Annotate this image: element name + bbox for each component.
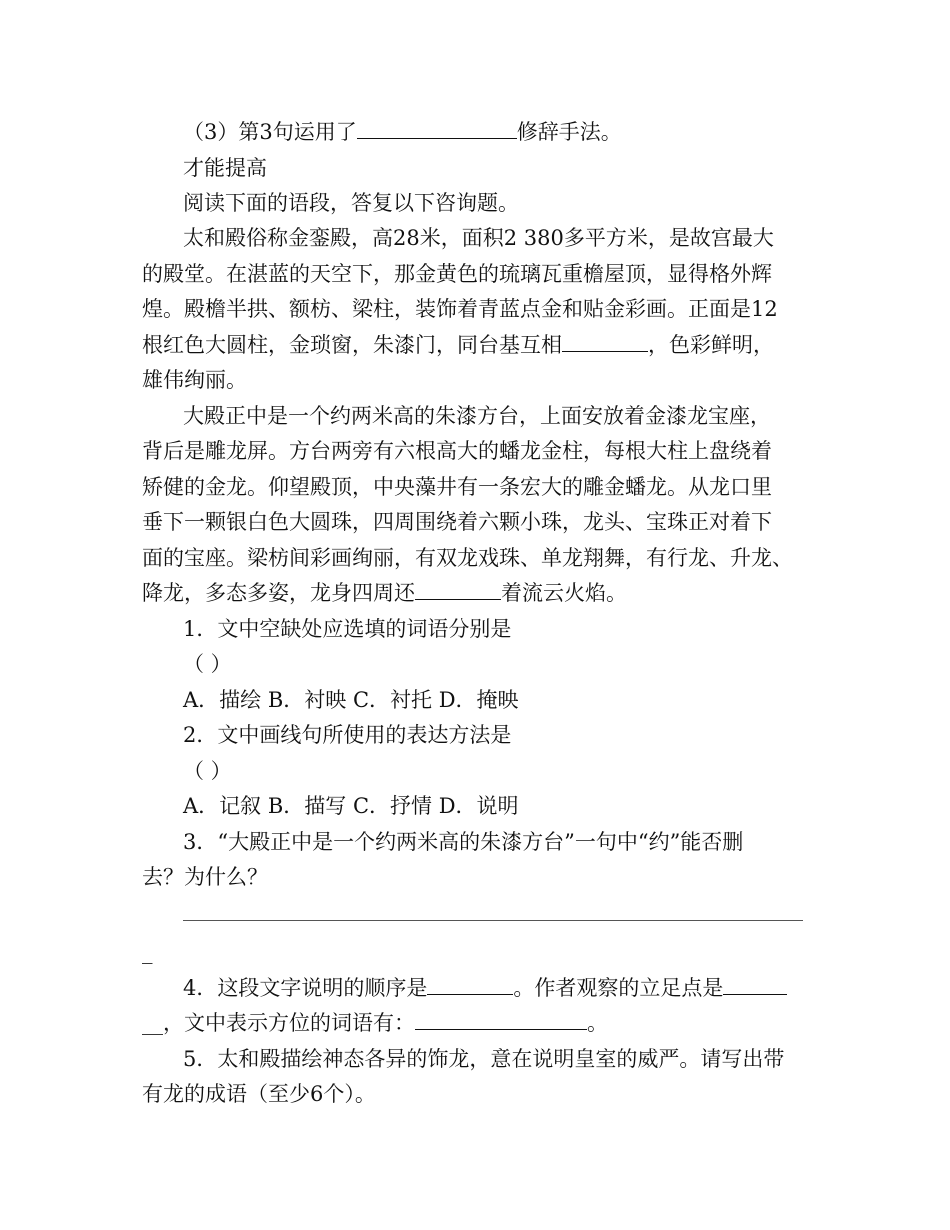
para2-line2: 背后是雕龙屏。方台两旁有六根高大的蟠龙金柱，每根大柱上盘绕着 [142,439,772,463]
para1-line5: 雄伟绚丽。 [142,368,247,392]
blank-viewpoint [723,974,787,995]
para1-line4: 根红色大圆柱，金琐窗，朱漆门，同台基互相 ，色彩鲜明， [142,333,774,357]
blank-direction-words [415,1009,587,1030]
q4-line2: __，文中表示方位的词语有： 。 [142,1011,608,1035]
blank-1 [562,331,648,352]
section-title: 才能提高 [183,156,267,180]
para2-line5: 面的宝座。梁枋间彩画绚丽，有双龙戏珠、单龙翔舞，有行龙、升龙、 [142,546,793,570]
para2-line4: 垂下一颗银白色大圆珠，四周围绕着六颗小珠，龙头、宝珠正对着下 [142,510,772,534]
q2-paren: （ ） [183,759,232,783]
q3-line2: 去？为什么？ [142,865,268,889]
q1-stem: 1．文中空缺处应选填的词语分别是 [183,617,512,641]
blank-2 [415,579,501,600]
para1-line2: 的殿堂。在湛蓝的天空下，那金黄色的琉璃瓦重檐屋顶，显得格外辉 [142,262,772,286]
q5-line2: 有龙的成语（至少6个）。 [142,1082,376,1106]
para2-line3: 矫健的金龙。仰望殿顶，中央藻井有一条宏大的雕金蟠龙。从龙口里 [142,475,772,499]
para2-line1: 大殿正中是一个约两米高的朱漆方台，上面安放着金漆龙宝座， [183,404,771,428]
q5-line1: 5．太和殿描绘神态各异的饰龙，意在说明皇室的威严。请写出带 [183,1047,785,1071]
instruction: 阅读下面的语段，答复以下咨询题。 [183,191,519,215]
blank-rhetoric [357,118,517,139]
q2-stem: 2．文中画线句所使用的表达方法是 [183,723,512,747]
blank-order [427,974,513,995]
q3-line1: 3．“大殿正中是一个约两米高的朱漆方台”一句中“约”能否删 [183,830,744,854]
q2-options: A．记叙 B．描写 C．抒情 D．说明 [183,794,519,818]
para1-line3: 煌。殿檐半拱、额枋、梁柱，装饰着青蓝点金和贴金彩画。正面是12 [142,297,778,321]
q1-paren: （ ） [183,652,232,676]
q4-line1: 4．这段文字说明的顺序是 。作者观察的立足点是 [183,974,863,1002]
q3-answer-line [183,920,803,921]
q3-subquestion: （3）第3句运用了 修辞手法。 [183,120,622,144]
q1-options: A．描绘 B．衬映 C．衬托 D．掩映 [183,688,519,712]
q3-answer-tail: _ [142,940,153,964]
para2-line6: 降龙，多态多姿，龙身四周还 着流云火焰。 [142,581,627,605]
para1-line1: 太和殿俗称金銮殿，高28米，面积2 380多平方米，是故宫最大 [183,226,774,250]
